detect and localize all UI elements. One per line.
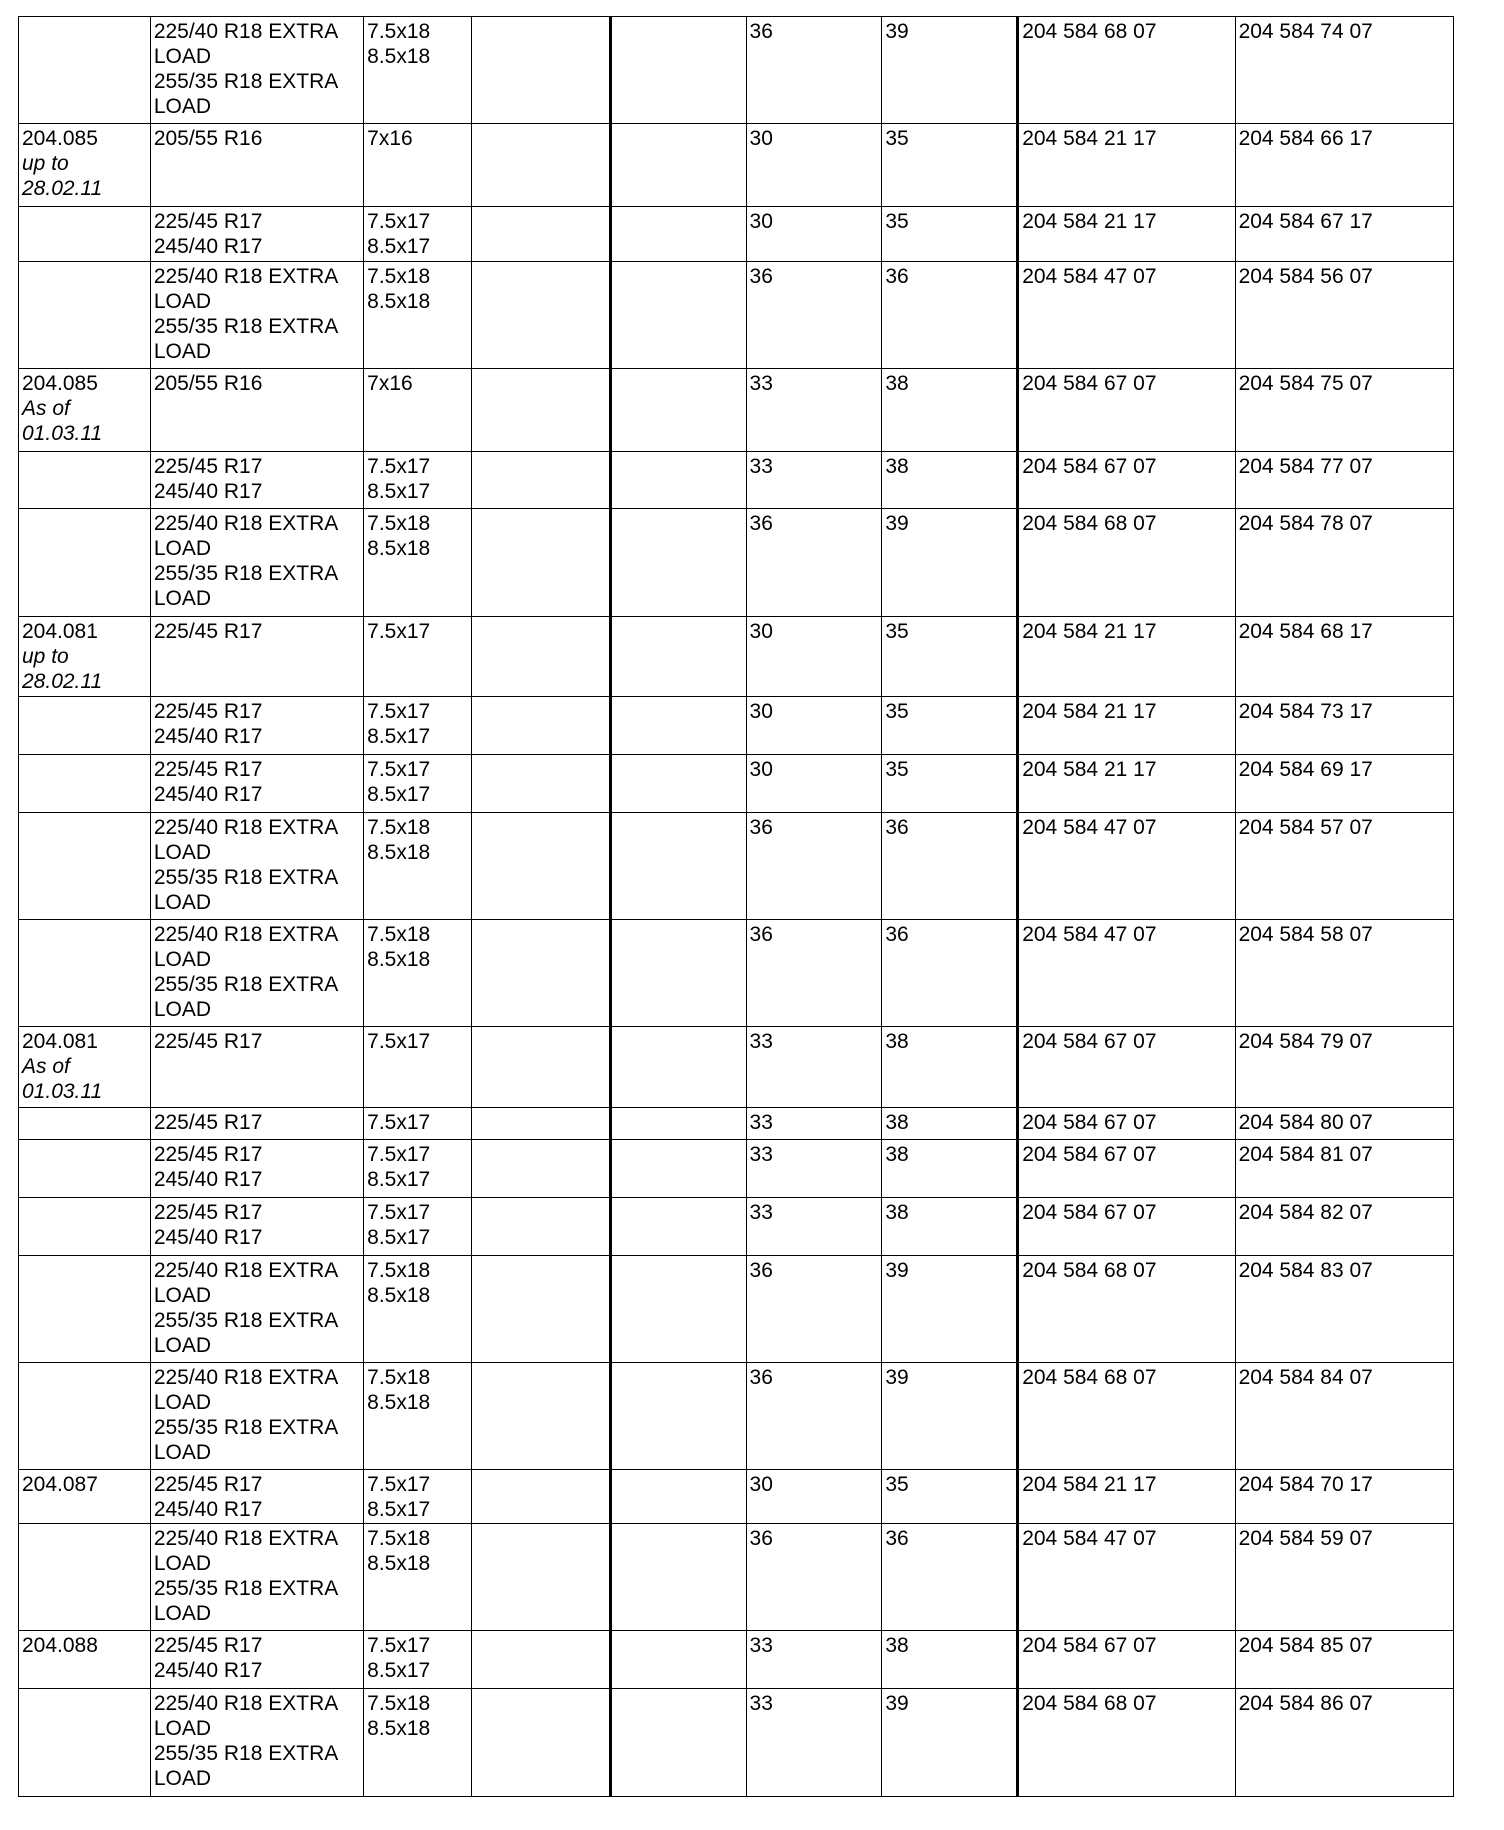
part-number-cell: 204 584 67 07 bbox=[1018, 1198, 1235, 1256]
tire-size-cell: 225/40 R18 EXTRA LOAD 255/35 R18 EXTRA LOAD bbox=[150, 1689, 363, 1797]
part-number-cell: 204 584 67 07 bbox=[1018, 1631, 1235, 1689]
tire-size-cell: 225/40 R18 EXTRA LOAD 255/35 R18 EXTRA LOAD bbox=[150, 1363, 363, 1470]
empty-cell bbox=[610, 617, 746, 697]
part-number-cell: 204 584 47 07 bbox=[1018, 1524, 1235, 1631]
part-number-cell: 204 584 68 07 bbox=[1018, 1689, 1235, 1797]
rim-size-cell: 7x16 bbox=[364, 124, 472, 207]
tire-size-cell: 225/45 R17 245/40 R17 bbox=[150, 755, 363, 813]
empty-cell bbox=[610, 1689, 746, 1797]
model-cell bbox=[19, 369, 151, 452]
table-row bbox=[19, 1198, 1454, 1256]
part-number-cell: 204 584 56 07 bbox=[1235, 262, 1453, 369]
pressure-front-cell: 36 bbox=[746, 920, 882, 1027]
pressure-front-cell: 33 bbox=[746, 1027, 882, 1108]
pressure-front-cell: 33 bbox=[746, 1108, 882, 1140]
empty-cell bbox=[471, 1027, 610, 1108]
empty-cell bbox=[471, 17, 610, 124]
pressure-rear-cell: 36 bbox=[882, 920, 1018, 1027]
pressure-front-cell: 30 bbox=[746, 124, 882, 207]
pressure-front-cell: 33 bbox=[746, 1140, 882, 1198]
tire-size-cell: 225/40 R18 EXTRA LOAD 255/35 R18 EXTRA LOAD bbox=[150, 920, 363, 1027]
table-row bbox=[19, 124, 1454, 207]
table-row bbox=[19, 1256, 1454, 1363]
model-code: 204.085 bbox=[22, 372, 98, 395]
table-row bbox=[19, 617, 1454, 697]
tire-size-cell: 225/45 R17 bbox=[150, 1108, 363, 1140]
table-row bbox=[19, 1027, 1454, 1108]
pressure-rear-cell: 39 bbox=[882, 1256, 1018, 1363]
pressure-rear-cell: 35 bbox=[882, 617, 1018, 697]
empty-cell bbox=[471, 1198, 610, 1256]
empty-cell bbox=[471, 207, 610, 262]
pressure-front-cell: 30 bbox=[746, 755, 882, 813]
part-number-cell: 204 584 68 07 bbox=[1018, 1363, 1235, 1470]
empty-cell bbox=[610, 1027, 746, 1108]
pressure-rear-cell: 39 bbox=[882, 1363, 1018, 1470]
part-number-cell: 204 584 74 07 bbox=[1235, 17, 1453, 124]
table-row bbox=[19, 1689, 1454, 1797]
empty-cell bbox=[610, 509, 746, 617]
pressure-front-cell: 30 bbox=[746, 207, 882, 262]
empty-cell bbox=[471, 509, 610, 617]
tire-size-cell: 225/45 R17 245/40 R17 bbox=[150, 1470, 363, 1524]
rim-size-cell: 7.5x18 8.5x18 bbox=[364, 509, 472, 617]
model-cell bbox=[19, 1027, 151, 1108]
pressure-rear-cell: 38 bbox=[882, 369, 1018, 452]
part-number-cell: 204 584 73 17 bbox=[1235, 697, 1453, 755]
model-cell bbox=[19, 1524, 151, 1631]
tire-size-cell: 225/45 R17 245/40 R17 bbox=[150, 1631, 363, 1689]
pressure-front-cell: 33 bbox=[746, 1631, 882, 1689]
empty-cell bbox=[610, 755, 746, 813]
part-number-cell: 204 584 75 07 bbox=[1235, 369, 1453, 452]
rim-size-cell: 7x16 bbox=[364, 369, 472, 452]
rim-size-cell: 7.5x17 bbox=[364, 1027, 472, 1108]
empty-cell bbox=[610, 207, 746, 262]
rim-size-cell: 7.5x17 8.5x17 bbox=[364, 452, 472, 509]
pressure-rear-cell: 35 bbox=[882, 207, 1018, 262]
part-number-cell: 204 584 21 17 bbox=[1018, 207, 1235, 262]
empty-cell bbox=[471, 452, 610, 509]
empty-cell bbox=[471, 262, 610, 369]
model-cell bbox=[19, 755, 151, 813]
part-number-cell: 204 584 78 07 bbox=[1235, 509, 1453, 617]
pressure-rear-cell: 36 bbox=[882, 1524, 1018, 1631]
model-cell bbox=[19, 697, 151, 755]
empty-cell bbox=[610, 1140, 746, 1198]
pressure-front-cell: 33 bbox=[746, 1198, 882, 1256]
pressure-front-cell: 36 bbox=[746, 509, 882, 617]
table-row bbox=[19, 509, 1454, 617]
model-cell bbox=[19, 17, 151, 124]
table-body bbox=[19, 17, 1454, 1797]
empty-cell bbox=[471, 1108, 610, 1140]
part-number-cell: 204 584 59 07 bbox=[1235, 1524, 1453, 1631]
rim-size-cell: 7.5x18 8.5x18 bbox=[364, 1524, 472, 1631]
part-number-cell: 204 584 68 17 bbox=[1235, 617, 1453, 697]
pressure-rear-cell: 35 bbox=[882, 1470, 1018, 1524]
model-cell bbox=[19, 207, 151, 262]
empty-cell bbox=[610, 124, 746, 207]
model-cell bbox=[19, 1470, 151, 1524]
rim-size-cell: 7.5x18 8.5x18 bbox=[364, 920, 472, 1027]
model-code: 204.085 bbox=[22, 127, 98, 150]
part-number-cell: 204 584 83 07 bbox=[1235, 1256, 1453, 1363]
part-number-cell: 204 584 68 07 bbox=[1018, 1256, 1235, 1363]
pressure-front-cell: 36 bbox=[746, 1256, 882, 1363]
tire-pressure-table bbox=[18, 16, 1454, 1797]
tire-size-cell: 225/40 R18 EXTRA LOAD 255/35 R18 EXTRA LOAD bbox=[150, 262, 363, 369]
part-number-cell: 204 584 68 07 bbox=[1018, 17, 1235, 124]
empty-cell bbox=[610, 369, 746, 452]
pressure-front-cell: 36 bbox=[746, 813, 882, 920]
empty-cell bbox=[471, 1140, 610, 1198]
part-number-cell: 204 584 77 07 bbox=[1235, 452, 1453, 509]
model-cell bbox=[19, 1256, 151, 1363]
pressure-rear-cell: 36 bbox=[882, 813, 1018, 920]
empty-cell bbox=[471, 369, 610, 452]
table-row bbox=[19, 813, 1454, 920]
model-cell bbox=[19, 920, 151, 1027]
rim-size-cell: 7.5x18 8.5x18 bbox=[364, 17, 472, 124]
part-number-cell: 204 584 68 07 bbox=[1018, 509, 1235, 617]
table-row bbox=[19, 1524, 1454, 1631]
part-number-cell: 204 584 82 07 bbox=[1235, 1198, 1453, 1256]
model-cell bbox=[19, 1108, 151, 1140]
rim-size-cell: 7.5x18 8.5x18 bbox=[364, 813, 472, 920]
pressure-rear-cell: 39 bbox=[882, 509, 1018, 617]
model-code: 204.087 bbox=[22, 1473, 98, 1496]
part-number-cell: 204 584 67 07 bbox=[1018, 452, 1235, 509]
part-number-cell: 204 584 57 07 bbox=[1235, 813, 1453, 920]
model-cell bbox=[19, 509, 151, 617]
pressure-rear-cell: 35 bbox=[882, 124, 1018, 207]
empty-cell bbox=[471, 755, 610, 813]
pressure-rear-cell: 35 bbox=[882, 697, 1018, 755]
rim-size-cell: 7.5x17 bbox=[364, 1108, 472, 1140]
part-number-cell: 204 584 84 07 bbox=[1235, 1363, 1453, 1470]
part-number-cell: 204 584 66 17 bbox=[1235, 124, 1453, 207]
part-number-cell: 204 584 21 17 bbox=[1018, 617, 1235, 697]
part-number-cell: 204 584 69 17 bbox=[1235, 755, 1453, 813]
tire-size-cell: 225/40 R18 EXTRA LOAD 255/35 R18 EXTRA LOAD bbox=[150, 17, 363, 124]
empty-cell bbox=[610, 697, 746, 755]
model-validity-note: up to 28.02.11 bbox=[22, 645, 103, 693]
part-number-cell: 204 584 85 07 bbox=[1235, 1631, 1453, 1689]
tire-pressure-table-page bbox=[18, 16, 1454, 1797]
model-cell bbox=[19, 1140, 151, 1198]
table-row bbox=[19, 1363, 1454, 1470]
empty-cell bbox=[471, 697, 610, 755]
table-row bbox=[19, 207, 1454, 262]
pressure-rear-cell: 39 bbox=[882, 1689, 1018, 1797]
empty-cell bbox=[610, 1631, 746, 1689]
pressure-front-cell: 33 bbox=[746, 369, 882, 452]
rim-size-cell: 7.5x17 8.5x17 bbox=[364, 697, 472, 755]
empty-cell bbox=[610, 813, 746, 920]
tire-size-cell: 205/55 R16 bbox=[150, 369, 363, 452]
tire-size-cell: 225/45 R17 245/40 R17 bbox=[150, 1140, 363, 1198]
empty-cell bbox=[610, 262, 746, 369]
empty-cell bbox=[471, 813, 610, 920]
empty-cell bbox=[471, 124, 610, 207]
part-number-cell: 204 584 67 07 bbox=[1018, 1140, 1235, 1198]
model-cell bbox=[19, 1198, 151, 1256]
pressure-rear-cell: 38 bbox=[882, 1108, 1018, 1140]
part-number-cell: 204 584 67 07 bbox=[1018, 1108, 1235, 1140]
table-row bbox=[19, 755, 1454, 813]
pressure-rear-cell: 38 bbox=[882, 1140, 1018, 1198]
rim-size-cell: 7.5x17 8.5x17 bbox=[364, 207, 472, 262]
pressure-rear-cell: 35 bbox=[882, 755, 1018, 813]
tire-size-cell: 225/40 R18 EXTRA LOAD 255/35 R18 EXTRA LOAD bbox=[150, 1256, 363, 1363]
model-code: 204.088 bbox=[22, 1634, 98, 1657]
empty-cell bbox=[610, 452, 746, 509]
pressure-front-cell: 36 bbox=[746, 1363, 882, 1470]
model-cell bbox=[19, 813, 151, 920]
part-number-cell: 204 584 47 07 bbox=[1018, 813, 1235, 920]
empty-cell bbox=[610, 17, 746, 124]
rim-size-cell: 7.5x17 8.5x17 bbox=[364, 755, 472, 813]
part-number-cell: 204 584 67 07 bbox=[1018, 1027, 1235, 1108]
part-number-cell: 204 584 58 07 bbox=[1235, 920, 1453, 1027]
empty-cell bbox=[471, 1470, 610, 1524]
part-number-cell: 204 584 67 07 bbox=[1018, 369, 1235, 452]
pressure-rear-cell: 38 bbox=[882, 1198, 1018, 1256]
pressure-front-cell: 36 bbox=[746, 17, 882, 124]
model-code: 204.081 bbox=[22, 620, 98, 643]
part-number-cell: 204 584 21 17 bbox=[1018, 755, 1235, 813]
table-row bbox=[19, 697, 1454, 755]
table-row bbox=[19, 1140, 1454, 1198]
empty-cell bbox=[610, 1108, 746, 1140]
empty-cell bbox=[471, 617, 610, 697]
pressure-rear-cell: 39 bbox=[882, 17, 1018, 124]
part-number-cell: 204 584 67 17 bbox=[1235, 207, 1453, 262]
pressure-front-cell: 36 bbox=[746, 1524, 882, 1631]
pressure-front-cell: 30 bbox=[746, 697, 882, 755]
rim-size-cell: 7.5x17 8.5x17 bbox=[364, 1470, 472, 1524]
part-number-cell: 204 584 81 07 bbox=[1235, 1140, 1453, 1198]
pressure-rear-cell: 38 bbox=[882, 1631, 1018, 1689]
empty-cell bbox=[610, 1256, 746, 1363]
tire-size-cell: 225/40 R18 EXTRA LOAD 255/35 R18 EXTRA LOAD bbox=[150, 813, 363, 920]
pressure-rear-cell: 38 bbox=[882, 1027, 1018, 1108]
model-cell bbox=[19, 124, 151, 207]
rim-size-cell: 7.5x18 8.5x18 bbox=[364, 262, 472, 369]
part-number-cell: 204 584 47 07 bbox=[1018, 920, 1235, 1027]
rim-size-cell: 7.5x17 8.5x17 bbox=[364, 1198, 472, 1256]
table-row bbox=[19, 1108, 1454, 1140]
rim-size-cell: 7.5x17 8.5x17 bbox=[364, 1140, 472, 1198]
table-row bbox=[19, 452, 1454, 509]
model-cell bbox=[19, 1631, 151, 1689]
empty-cell bbox=[471, 1631, 610, 1689]
rim-size-cell: 7.5x17 bbox=[364, 617, 472, 697]
table-row bbox=[19, 1631, 1454, 1689]
model-code: 204.081 bbox=[22, 1030, 98, 1053]
pressure-front-cell: 36 bbox=[746, 262, 882, 369]
model-cell bbox=[19, 617, 151, 697]
empty-cell bbox=[610, 1198, 746, 1256]
model-cell bbox=[19, 1363, 151, 1470]
rim-size-cell: 7.5x18 8.5x18 bbox=[364, 1256, 472, 1363]
rim-size-cell: 7.5x18 8.5x18 bbox=[364, 1689, 472, 1797]
part-number-cell: 204 584 70 17 bbox=[1235, 1470, 1453, 1524]
empty-cell bbox=[610, 1470, 746, 1524]
part-number-cell: 204 584 80 07 bbox=[1235, 1108, 1453, 1140]
model-cell bbox=[19, 452, 151, 509]
tire-size-cell: 225/45 R17 245/40 R17 bbox=[150, 697, 363, 755]
pressure-rear-cell: 38 bbox=[882, 452, 1018, 509]
rim-size-cell: 7.5x17 8.5x17 bbox=[364, 1631, 472, 1689]
tire-size-cell: 225/40 R18 EXTRA LOAD 255/35 R18 EXTRA LOAD bbox=[150, 1524, 363, 1631]
empty-cell bbox=[610, 920, 746, 1027]
table-row bbox=[19, 262, 1454, 369]
tire-size-cell: 225/40 R18 EXTRA LOAD 255/35 R18 EXTRA LOAD bbox=[150, 509, 363, 617]
model-cell bbox=[19, 1689, 151, 1797]
tire-size-cell: 225/45 R17 245/40 R17 bbox=[150, 207, 363, 262]
empty-cell bbox=[471, 1524, 610, 1631]
model-validity-note: up to 28.02.11 bbox=[22, 152, 103, 200]
tire-size-cell: 225/45 R17 bbox=[150, 1027, 363, 1108]
pressure-front-cell: 33 bbox=[746, 1689, 882, 1797]
pressure-front-cell: 33 bbox=[746, 452, 882, 509]
empty-cell bbox=[471, 1363, 610, 1470]
table-row bbox=[19, 17, 1454, 124]
empty-cell bbox=[471, 1689, 610, 1797]
part-number-cell: 204 584 21 17 bbox=[1018, 124, 1235, 207]
part-number-cell: 204 584 21 17 bbox=[1018, 1470, 1235, 1524]
model-validity-note: As of 01.03.11 bbox=[22, 397, 103, 445]
model-validity-note: As of 01.03.11 bbox=[22, 1055, 103, 1103]
table-row bbox=[19, 1470, 1454, 1524]
part-number-cell: 204 584 21 17 bbox=[1018, 697, 1235, 755]
part-number-cell: 204 584 86 07 bbox=[1235, 1689, 1453, 1797]
tire-size-cell: 225/45 R17 245/40 R17 bbox=[150, 452, 363, 509]
empty-cell bbox=[471, 920, 610, 1027]
pressure-rear-cell: 36 bbox=[882, 262, 1018, 369]
empty-cell bbox=[610, 1363, 746, 1470]
tire-size-cell: 225/45 R17 245/40 R17 bbox=[150, 1198, 363, 1256]
tire-size-cell: 205/55 R16 bbox=[150, 124, 363, 207]
rim-size-cell: 7.5x18 8.5x18 bbox=[364, 1363, 472, 1470]
pressure-front-cell: 30 bbox=[746, 1470, 882, 1524]
table-row bbox=[19, 369, 1454, 452]
model-cell bbox=[19, 262, 151, 369]
pressure-front-cell: 30 bbox=[746, 617, 882, 697]
tire-size-cell: 225/45 R17 bbox=[150, 617, 363, 697]
empty-cell bbox=[471, 1256, 610, 1363]
part-number-cell: 204 584 79 07 bbox=[1235, 1027, 1453, 1108]
table-row bbox=[19, 920, 1454, 1027]
empty-cell bbox=[610, 1524, 746, 1631]
part-number-cell: 204 584 47 07 bbox=[1018, 262, 1235, 369]
